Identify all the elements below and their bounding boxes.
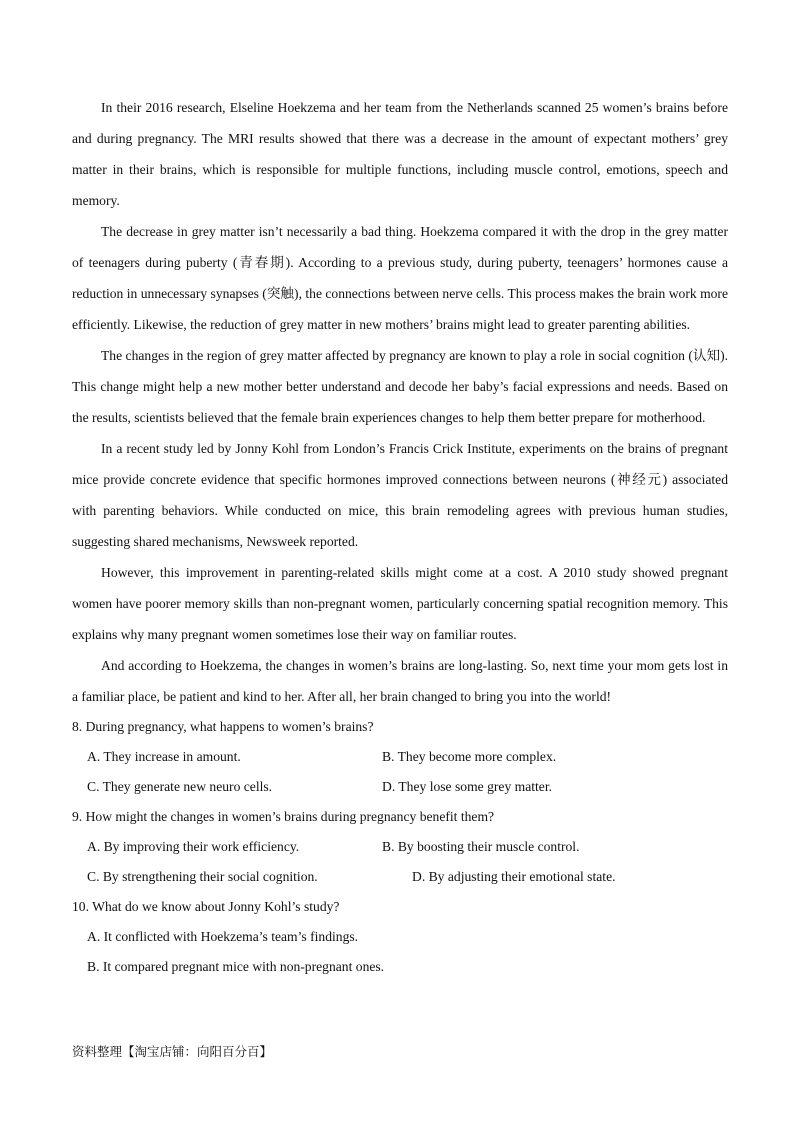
question-9-stem: 9. How might the changes in women’s brains during pregnancy benefit them? xyxy=(72,809,495,824)
question-9-options-row-2 xyxy=(72,862,728,892)
question-9 xyxy=(72,802,728,892)
passage-paragraph-4: In a recent study led by Jonny Kohl from London’s Francis Crick Institute, experiments on the brains of pregnant mice provide concrete evidence that specific hormones improved connections between neurons (神经元) associated with parenting behaviors. While conducted on mice, this brain remodeling agrees with previous human studies, suggesting shared mechanisms, Newsweek reported. xyxy=(72,441,728,549)
question-8-option-a: A. They increase in amount. xyxy=(87,749,241,764)
question-8-option-b: B. They become more complex. xyxy=(382,749,557,764)
question-8-options-row-1 xyxy=(72,742,728,772)
question-10-option-row-b xyxy=(72,952,728,982)
question-9-option-c: C. By strengthening their social cognition. xyxy=(87,869,318,884)
passage-paragraph-5: However, this improvement in parenting-related skills might come at a cost. A 2010 study showed pregnant women have poorer memory skills than non-pregnant women, particularly concerning spatial recognition memory. This explains why many pregnant women sometimes lose their way on familiar routes. xyxy=(72,565,728,642)
question-8 xyxy=(72,712,728,802)
question-10-option-a: A. It conflicted with Hoekzema’s team’s findings. xyxy=(87,929,359,944)
question-8-options-row-2 xyxy=(72,772,728,802)
question-8-option-c: C. They generate new neuro cells. xyxy=(87,779,273,794)
question-10-option-b: B. It compared pregnant mice with non-pregnant ones. xyxy=(87,959,385,974)
passage-paragraph-2: The decrease in grey matter isn’t necessarily a bad thing. Hoekzema compared it with the drop in the grey matter of teenagers during puberty (青春期). According to a previous study, during puberty, teenagers’ hormones cause a reduction in unnecessary synapses (突触), the connections between nerve cells. This process makes the brain work more efficiently. Likewise, the reduction of grey matter in new mothers’ brains might lead to greater parenting abilities. xyxy=(72,224,728,332)
question-10-option-row-a xyxy=(72,922,728,952)
footer-note: 资料整理【淘宝店铺：向阳百分百】 xyxy=(72,1044,273,1059)
passage-paragraph-6: And according to Hoekzema, the changes in women’s brains are long-lasting. So, next time your mom gets lost in a familiar place, be patient and kind to her. After all, her brain changed to bring you into the world! xyxy=(72,658,728,704)
question-10-stem: 10. What do we know about Jonny Kohl’s study? xyxy=(72,899,340,914)
question-9-option-d: D. By adjusting their emotional state. xyxy=(412,869,616,884)
question-9-option-a: A. By improving their work efficiency. xyxy=(87,839,300,854)
document-body xyxy=(72,92,728,982)
passage-paragraph-1: In their 2016 research, Elseline Hoekzema and her team from the Netherlands scanned 25 women’s brains before and during pregnancy. The MRI results showed that there was a decrease in the amount of expectant mothers’ grey matter in their brains, which is responsible for multiple functions, including muscle control, emotions, speech and memory. xyxy=(72,100,728,208)
question-10 xyxy=(72,892,728,982)
question-8-option-d: D. They lose some grey matter. xyxy=(382,779,553,794)
question-8-stem: 8. During pregnancy, what happens to women’s brains? xyxy=(72,719,374,734)
question-9-options-row-1 xyxy=(72,832,728,862)
passage-paragraph-3: The changes in the region of grey matter affected by pregnancy are known to play a role in social cognition (认知). This change might help a new mother better understand and decode her baby’s facial expressions and needs. Based on the results, scientists believed that the female brain experiences changes to help them better prepare for motherhood. xyxy=(72,348,728,425)
question-9-option-b: B. By boosting their muscle control. xyxy=(382,839,580,854)
